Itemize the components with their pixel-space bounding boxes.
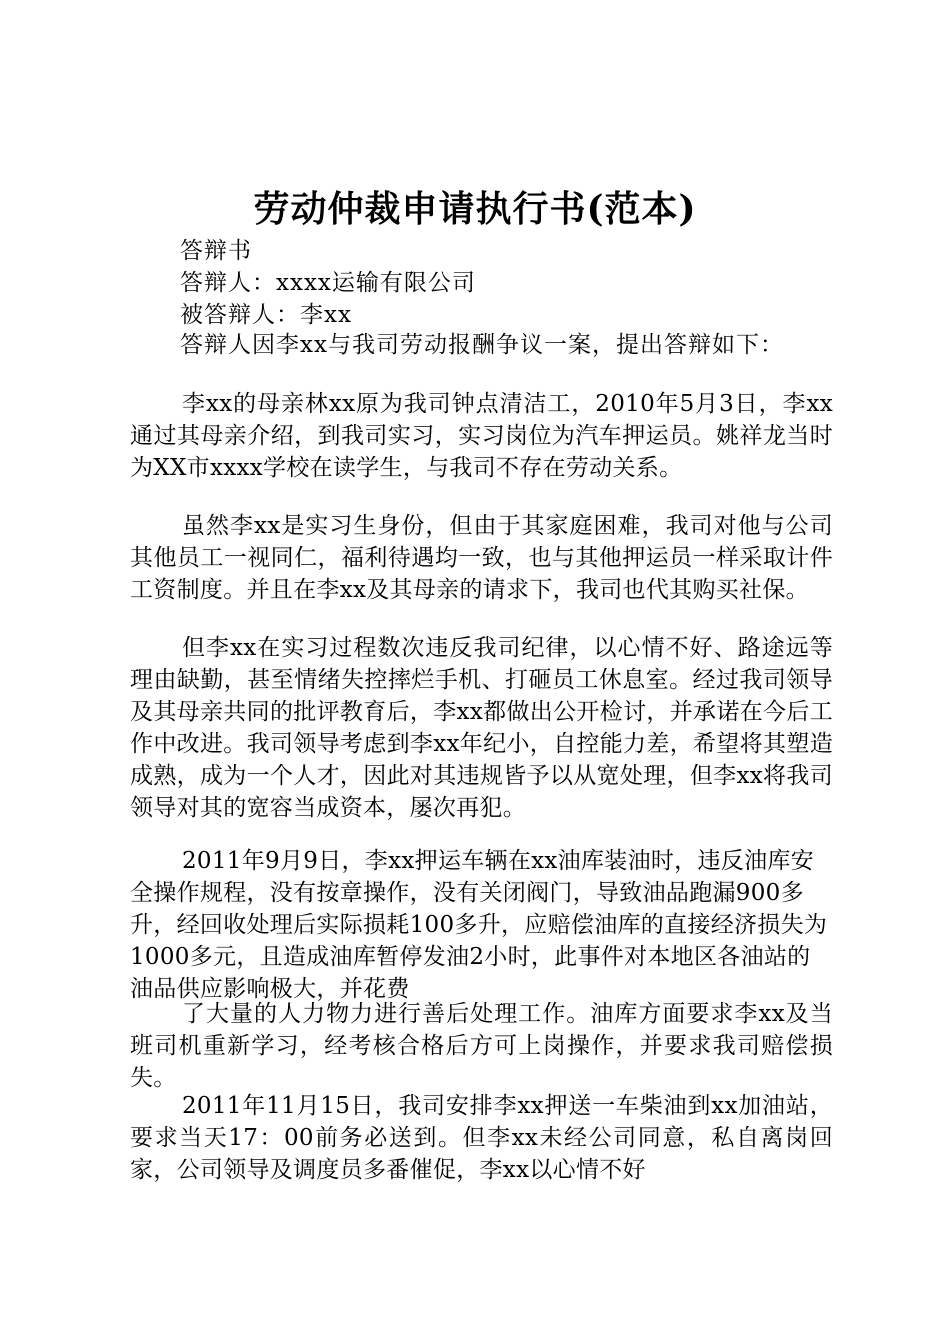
paragraph-2: 虽然李xx是实习生身份，但由于其家庭困难，我司对他与公司其他员工一视同仁，福利待遇均一致，也与其他押运员一样采取计件工资制度。并且在李xx及其母亲的请求下，我司也代其购买社保。 bbox=[130, 513, 833, 603]
paragraph-6: 2011年11月15日，我司安排李xx押送一车柴油到xx加油站，要求当天17：00前务必送到。但李xx未经公司同意，私自离岗回家，公司领导及调度员多番催促，李xx以心情不好 bbox=[130, 1093, 833, 1183]
opponent-line: 被答辩人：李xx bbox=[180, 302, 352, 328]
document-title: 劳动仲裁申请执行书(范本) bbox=[253, 188, 697, 230]
paragraph-4: 2011年9月9日，李xx押运车辆在xx油库装油时，违反油库安全操作规程，没有按章操作，没有关闭阀门，导致油品跑漏900多升，经回收处理后实际损耗100多升，应赔偿油库的直接经济损失为1000多元，且造成油库暂停发油2小时，此事件对本地区各油站的油品供应影响极大，并花费 bbox=[130, 848, 828, 1002]
paragraph-3: 但李xx在实习过程数次违反我司纪律，以心情不好、路途远等理由缺勤，甚至情绪失控摔烂手机、打砸员工休息室。经过我司领导及其母亲共同的批评教育后，李xx都做出公开检讨，并承诺在今后工作中改进。我司领导考虑到李xx年纪小，自控能力差，希望将其塑造成熟，成为一个人才，因此对其违规皆予以从宽处理，但李xx将我司领导对其的宽容当成资本，屡次再犯。 bbox=[130, 635, 833, 821]
document-heading: 答辩书 bbox=[180, 238, 252, 264]
respondent-line: 答辩人：xxxx运输有限公司 bbox=[180, 270, 476, 296]
paragraph-5: 了大量的人力物力进行善后处理工作。油库方面要求李xx及当班司机重新学习，经考核合格后方可上岗操作，并要求我司赔偿损失。 bbox=[130, 1001, 833, 1091]
paragraph-1: 李xx的母亲林xx原为我司钟点清洁工，2010年5月3日，李xx通过其母亲介绍，到我司实习，实习岗位为汽车押运员。姚祥龙当时为XX市xxxx学校在读学生，与我司不存在劳动关系。 bbox=[130, 391, 833, 481]
intro-line: 答辩人因李xx与我司劳动报酬争议一案，提出答辩如下： bbox=[180, 332, 784, 358]
